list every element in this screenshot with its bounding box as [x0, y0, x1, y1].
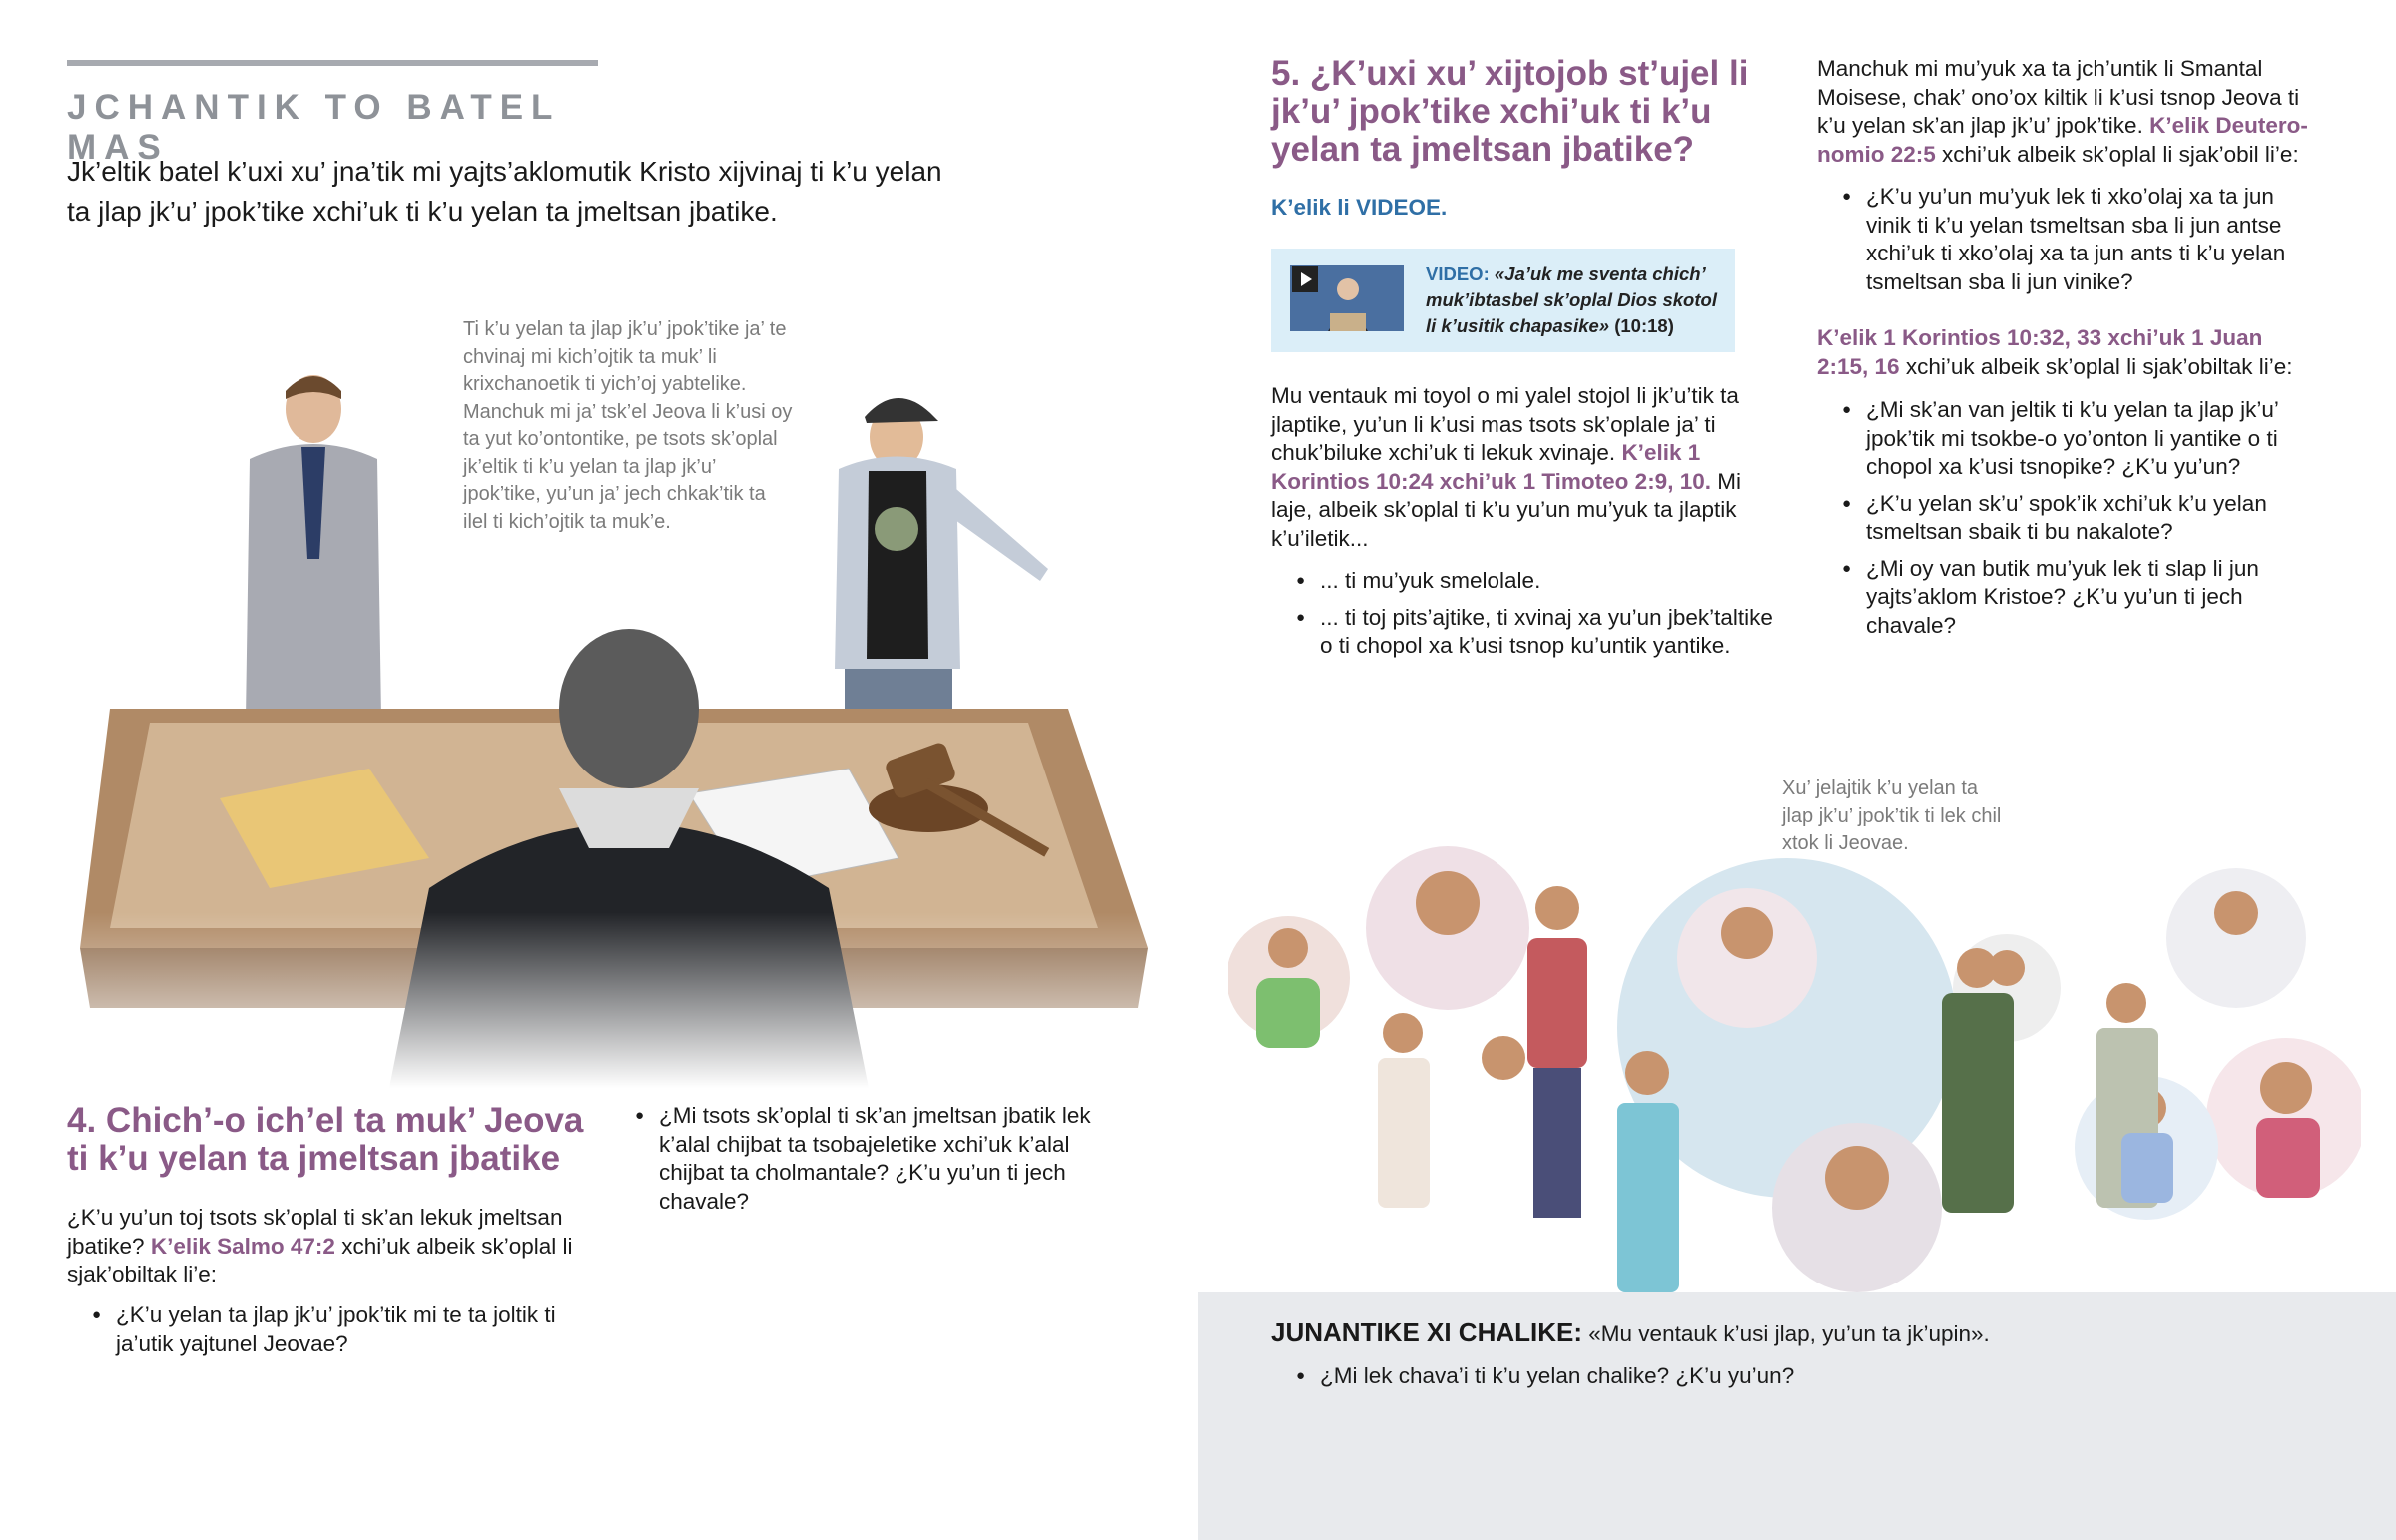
illustration-caption-right: Xu’ jelajtik k’u yelan ta jlap jk’u’ jpok’tik ti lek chil xtok li Jeovae.: [1782, 777, 2002, 854]
list-item: ● ¿K’u yu’un mu’yuk lek ti xko’olaj xa ta jun vinik ti k’u yelan tsmeltsan sba li jun antse xchi’uk ti xko’olaj xa ta jun ants ti k’u yelan tsmeltsan sba li jun vinike?: [1842, 183, 2321, 296]
list-item: ● ¿Mi lek chava’i ti k’u yelan chalike? ¿K’u yu’un?: [1296, 1362, 2194, 1391]
list-item: ● ¿Mi sk’an van jeltik ti k’u yelan ta jlap jk’u’ jpok’tik mi tsokbe-o yo’onton li yantike o ti chopol xa k’usi tsnopike? ¿K’u yu’un?: [1842, 396, 2321, 482]
column-3-questions-1: [1842, 183, 2321, 304]
scripture-reference-link[interactable]: K’elik Salmo 47:2: [150, 1233, 335, 1259]
video-card[interactable]: [1271, 249, 1735, 352]
theme-statement: JUNANTIKE XI CHALIKE: «Mu ventauk k’usi jlap, yu’un ta jk’upin».: [1271, 1317, 1990, 1347]
section-4-heading: 4. Chich’-o ich’el ta muk’ Jeova ti k’u yelan ta jmeltsan jbatike: [67, 1101, 584, 1178]
section-4-questions-continued: [635, 1102, 1114, 1224]
list-item: ● ¿Mi tsots sk’oplal ti sk’an jmeltsan jbatik lek k’alal chijbat ta tsobajeletike xchi’uk k’alal chijbat ta cholmantale? ¿K’u yu’un ti jech chavale?: [635, 1102, 1114, 1216]
list-item: ● ... ti toj pits’ajtike, ti xvinaj xa yu’un jbek’taltike o ti chopol xa k’usi tsnop ku’untik yantike.: [1296, 604, 1785, 661]
video-title[interactable]: VIDEO: «Ja’uk me sventa chich’ muk’ibtasbel sk’oplal Dios skotol li k’usitik chapasike» (10:18): [1426, 263, 1717, 336]
section-4-questions: [92, 1301, 591, 1366]
people-illustration: [1228, 818, 2361, 1292]
section-5-body: Mu ventauk mi toyol o mi yalel stojol li jk’u’tik ta jlaptike, yu’un li k’usi mas tsots sk’oplale ja’ ti chuk’biluke xchi’uk ti lekuk xvinaje. K’elik 1 Korintios 10:24 xchi’uk 1 Timoteo 2:9, 10. Mi laje, albeik sk’oplal ti k’u yu’un mu’yuk ta jlaptik k’u’iletik...: [1271, 383, 1741, 551]
section-5-heading: 5. ¿K’uxi xu’ xijtojob st’ujel li jk’u’ jpok’tike xchi’uk ti k’u yelan ta jmeltsan jbatike?: [1271, 54, 1749, 169]
section-4-body: ¿K’u yu’un toj tsots sk’oplal ti sk’an lekuk jmeltsan jbatike? K’elik Salmo 47:2 xchi’uk albeik sk’oplal li sjak’obiltak li’e:: [67, 1205, 573, 1286]
video-thumbnail[interactable]: [1290, 265, 1404, 331]
column-3-questions-2: [1842, 396, 2321, 648]
list-item: ● ... ti mu’yuk smelolale.: [1296, 567, 1785, 596]
list-item: ● ¿K’u yelan ta jlap jk’u’ jpok’tik mi te ta joltik ti ja’utik yajtunel Jeovae?: [92, 1301, 591, 1358]
section-5-points: [1296, 567, 1785, 669]
illustration-caption-left: Ti k’u yelan ta jlap jk’u’ jpok’tike ja’ te chvinaj mi kich’ojtik ta muk’ li krixchanoetik ti yich’oj yabtelike. Manchuk mi ja’ tsk’el Jeova li k’usi oy ta yut ko’ontontike, pe tsots sk’oplal jk’eltik ti k’u yelan ta jlap jk’u’ jpok’tike, yu’un ja’ jech chkak’tik ta ilel ti kich’ojtik ta muk’e.: [463, 318, 793, 533]
column-3-body-1: Manchuk mi mu’yuk xa ta jch’untik li Smantal Moisese, chak’ ono’ox kiltik li k’usi tsnop Jeova ti k’u yelan sk’an jlap jk’u’ jpok’tike. K’elik Deuteronomio 22:5 xchi’uk albeik sk’oplal li sjak’obil li’e:: [1817, 56, 2308, 167]
video-prompt: K’elik li VIDEOE.: [1271, 195, 1448, 220]
theme-questions: [1296, 1362, 2194, 1399]
scripture-reference-link[interactable]: K’elik Deuteronomio 22:5: [1817, 113, 2308, 167]
scripture-reference-link[interactable]: K’elik 1 Korintios 10:32, 33 xchi’uk 1 Juan 2:15, 16: [1817, 325, 2263, 379]
list-item: ● ¿K’u yelan sk’u’ spok’ik xchi’uk k’u yelan tsmeltsan sbaik ti bu nakalote?: [1842, 490, 2321, 547]
play-icon[interactable]: [1292, 266, 1318, 292]
column-3-body-2: K’elik 1 Korintios 10:32, 33 xchi’uk 1 Juan 2:15, 16 xchi’uk albeik sk’oplal li sjak’obiltak li’e:: [1817, 325, 2293, 379]
list-item: ● ¿Mi oy van butik mu’yuk lek ti slap li jun yajts’aklom Kristoe? ¿K’u yu’un ti jech chavale?: [1842, 555, 2321, 641]
scripture-reference-link[interactable]: K’elik 1 Korintios 10:24 xchi’uk 1 Timoteo 2:9, 10.: [1271, 440, 1711, 494]
intro-paragraph: Jk’eltik batel k’uxi xu’ jna’tik mi yajts’aklomutik Kristo xijvinaj ti k’u yelan ta jlap jk’u’ jpok’tike xchi’uk ti k’u yelan ta jmeltsan jbatike.: [67, 156, 942, 227]
section-label: JCHANTIK TO BATEL MAS: [67, 60, 598, 168]
